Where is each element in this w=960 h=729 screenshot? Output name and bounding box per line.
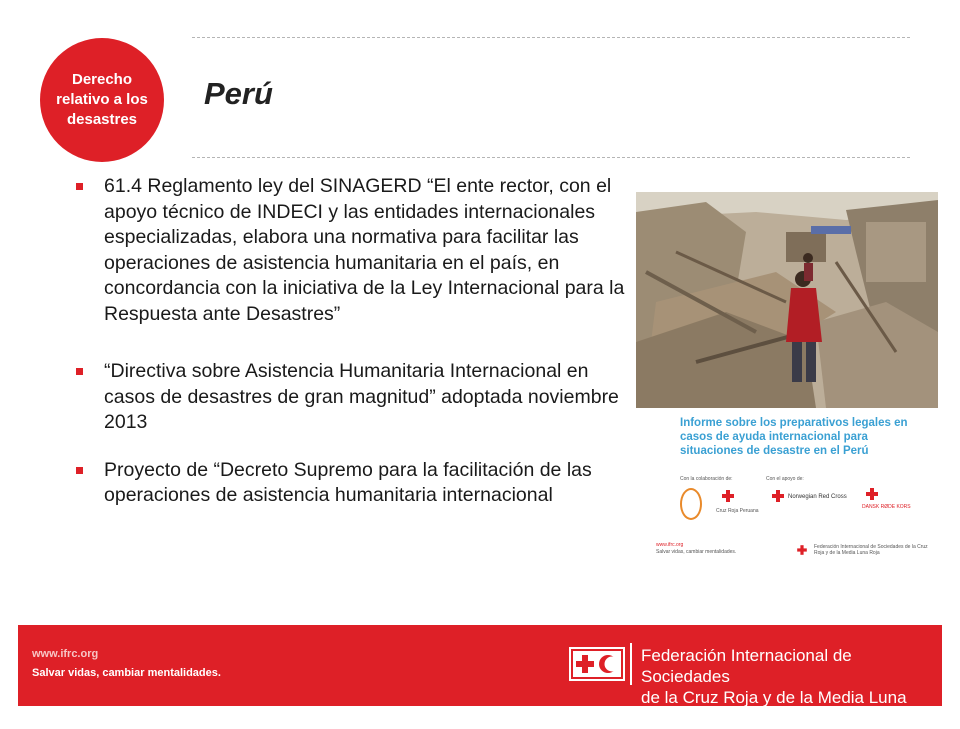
partner-name: Cruz Roja Peruana [716, 508, 759, 514]
bullet-item [72, 458, 632, 509]
cover-footer-url: www.ifrc.org [656, 542, 684, 548]
red-cross-icon [772, 490, 784, 502]
cruz-roja-peruana-logo [680, 488, 702, 520]
red-cross-icon [722, 490, 734, 502]
red-cross-icon [866, 488, 878, 500]
partner-label: Con el apoyo de: [766, 476, 804, 482]
topic-badge [40, 38, 164, 162]
partner-label: Con la colaboración de: [680, 476, 733, 482]
topic-badge-label: Derecho relativo a los desastres [56, 71, 148, 128]
partner-name: DANSK RØDE KORS [862, 504, 911, 510]
slide-title: Perú [204, 76, 273, 111]
report-cover-title: Informe sobre los preparativos legales en casos de ayuda internacional para situaciones de desastre en el Perú [680, 417, 908, 457]
report-cover [636, 408, 938, 578]
bottom-dashed-divider [192, 157, 910, 158]
bullet-list [72, 174, 632, 531]
cover-footer-slogan: Salvar vidas, cambiar mentalidades. [656, 549, 737, 555]
bullet-text: Proyecto de “Decreto Supremo para la facilitación de las operaciones de asistencia humanitaria internacional [104, 458, 592, 506]
organization-name-line: de la Cruz Roja y de la Media Luna Roja [641, 688, 907, 728]
bullet-item [72, 359, 632, 436]
footer-bar [18, 625, 942, 728]
organization-name-line: Federación Internacional de Sociedades [641, 646, 852, 686]
cover-footer-org: Federación Internacional de Sociedades de la Cruz Roja y de la Media Luna Roja [814, 544, 928, 556]
footer-slogan: Salvar vidas, cambiar mentalidades. [32, 667, 221, 679]
logo-separator [630, 643, 632, 685]
organization-name [641, 645, 942, 729]
footer-url: www.ifrc.org [32, 648, 99, 660]
bullet-text: “Directiva sobre Asistencia Humanitaria Internacional en casos de desastres de gran magnitud” adoptada noviembre 2013 [104, 360, 619, 433]
ifrc-logo [569, 647, 625, 681]
bullet-item [72, 174, 632, 327]
earthquake-damage-photo [636, 192, 938, 408]
red-cross-crescent-icon [573, 651, 621, 677]
top-dashed-divider [192, 37, 910, 38]
ifrc-cross-icon [797, 545, 807, 555]
partner-name: Norwegian Red Cross [788, 494, 847, 500]
bullet-text: 61.4 Reglamento ley del SINAGERD “El ente rector, con el apoyo técnico de INDECI y las entidades internacionales especializadas, elabora una normativa para facilitar las operaciones de asistencia humanitaria en el país, en concordancia con la iniciativa de la Ley Internacional para la Respuesta ante Desastres” [104, 175, 625, 325]
